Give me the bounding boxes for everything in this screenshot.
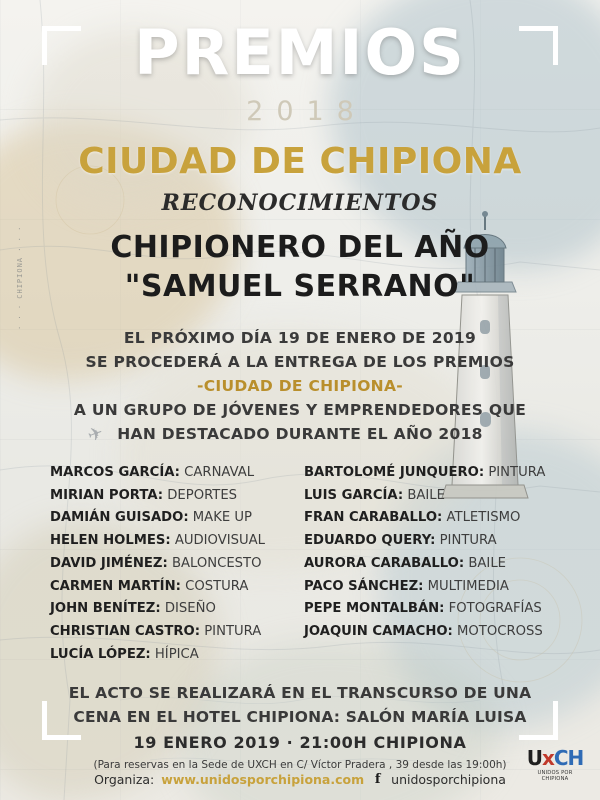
footer-organiza-label: Organiza: bbox=[94, 771, 155, 787]
award-category: PINTURA bbox=[439, 533, 497, 549]
award-category: PINTURA bbox=[488, 465, 546, 481]
award-item bbox=[50, 485, 296, 508]
award-item bbox=[304, 530, 550, 553]
poster-subtitle: CIUDAD DE CHIPIONA bbox=[78, 141, 522, 182]
award-item bbox=[50, 530, 296, 553]
award-item bbox=[304, 507, 550, 530]
award-category: DISEÑO bbox=[164, 601, 216, 617]
award-category: AUDIOVISUAL bbox=[174, 533, 266, 549]
awards-column-left bbox=[50, 462, 296, 666]
facebook-icon[interactable]: f bbox=[374, 771, 381, 787]
award-item bbox=[50, 462, 296, 485]
award-name: DAVID JIMÉNEZ: bbox=[50, 555, 168, 571]
honoree-title: CHIPIONERO DEL AÑO bbox=[110, 230, 490, 265]
award-name: EDUARDO QUERY: bbox=[304, 533, 436, 549]
honoree-name: "SAMUEL SERRANO" bbox=[124, 269, 476, 304]
award-name: MIRIAN PORTA: bbox=[50, 487, 164, 503]
award-category: ATLETISMO bbox=[446, 510, 521, 526]
award-name: LUIS GARCÍA: bbox=[304, 487, 404, 503]
award-item bbox=[50, 621, 296, 644]
logo-letters-ch: CH bbox=[553, 746, 584, 770]
award-name: DAMIÁN GUISADO: bbox=[50, 510, 189, 526]
intro-line-5: HAN DESTACADO DURANTE EL AÑO 2018 bbox=[117, 425, 483, 444]
logo-letter-u: U bbox=[526, 746, 542, 770]
award-item bbox=[304, 621, 550, 644]
footer-bar bbox=[0, 758, 600, 800]
reservations-note: (Para reservas en la Sede de UXCH en C/ Víctor Pradera , 39 desde las 19:00h) bbox=[93, 758, 507, 771]
closing-line-1: EL ACTO SE REALIZARÁ EN EL TRANSCURSO DE UNA bbox=[68, 684, 532, 703]
award-category: DEPORTES bbox=[167, 487, 238, 503]
award-name: JOHN BENÍTEZ: bbox=[50, 601, 161, 617]
award-item bbox=[304, 485, 550, 508]
intro-line-4: A UN GRUPO DE JÓVENES Y EMPRENDEDORES QUE bbox=[73, 401, 527, 420]
award-item bbox=[50, 644, 296, 667]
award-category: PINTURA bbox=[204, 624, 262, 639]
logo-sub-line-1: UNIDOS POR bbox=[537, 770, 573, 776]
closing-line-2: CENA EN EL HOTEL CHIPIONA: SALÓN MARÍA LUISA bbox=[73, 707, 527, 726]
award-name: MARCOS GARCÍA: bbox=[50, 465, 180, 481]
award-category: BAILE bbox=[407, 487, 445, 503]
intro-line-1: EL PRÓXIMO DÍA 19 DE ENERO DE 2019 bbox=[123, 329, 477, 347]
award-item bbox=[50, 598, 296, 621]
award-name: HELEN HOLMES: bbox=[50, 533, 171, 549]
logo-letter-x: x bbox=[541, 746, 554, 770]
award-name: PEPE MONTALBÁN: bbox=[304, 601, 445, 617]
award-name: BARTOLOMÉ JUNQUERO: bbox=[304, 465, 485, 481]
award-name: CARMEN MARTÍN: bbox=[50, 578, 181, 594]
award-category: CARNAVAL bbox=[184, 465, 255, 481]
awards-column-right bbox=[304, 462, 550, 666]
award-category: MAKE UP bbox=[192, 510, 252, 526]
logo-sub-line-2: CHIPIONA bbox=[541, 775, 569, 782]
award-category: FOTOGRAFÍAS bbox=[448, 601, 542, 617]
award-item bbox=[50, 553, 296, 576]
award-category: BALONCESTO bbox=[171, 555, 262, 571]
award-name: FRAN CARABALLO: bbox=[304, 510, 443, 526]
award-category: HÍPICA bbox=[154, 646, 199, 662]
award-category: BAILE bbox=[468, 555, 506, 571]
section-label-reconocimientos: RECONOCIMIENTOS bbox=[161, 190, 439, 216]
uxch-logo-mark bbox=[524, 748, 586, 768]
intro-line-3: -CIUDAD DE CHIPIONA- bbox=[197, 377, 403, 396]
award-item bbox=[304, 598, 550, 621]
footer-website-link[interactable]: www.unidosporchipiona.com bbox=[161, 771, 365, 787]
footer-facebook-handle[interactable]: unidosporchipiona bbox=[391, 771, 506, 787]
event-datetime: 19 ENERO 2019 · 21:00H CHIPIONA bbox=[133, 732, 467, 752]
poster-year: 2018 bbox=[246, 96, 367, 127]
closing-paragraph bbox=[50, 682, 550, 729]
map-margin-code: · · · CHIPIONA · · · bbox=[16, 225, 24, 330]
award-category: MULTIMEDIA bbox=[427, 578, 509, 594]
awards-list bbox=[50, 462, 550, 666]
award-name: AURORA CARABALLO: bbox=[304, 555, 465, 571]
award-name: PACO SÁNCHEZ: bbox=[304, 578, 424, 594]
award-item bbox=[304, 553, 550, 576]
award-category: COSTURA bbox=[185, 578, 249, 594]
award-name: CHRISTIAN CASTRO: bbox=[50, 624, 201, 639]
poster-title: PREMIOS bbox=[134, 16, 466, 89]
award-category: MOTOCROSS bbox=[457, 624, 543, 639]
award-item bbox=[304, 576, 550, 599]
uxch-logo-subtitle bbox=[524, 771, 586, 783]
award-item bbox=[50, 576, 296, 599]
award-name: LUCÍA LÓPEZ: bbox=[50, 646, 151, 662]
uxch-logo bbox=[524, 748, 586, 794]
airplane-decoration: ✈ bbox=[84, 422, 106, 447]
award-item bbox=[304, 462, 550, 485]
intro-line-2: SE PROCEDERÁ A LA ENTREGA DE LOS PREMIOS bbox=[85, 353, 515, 372]
intro-paragraph bbox=[65, 326, 535, 446]
award-name: JOAQUIN CAMACHO: bbox=[304, 624, 453, 639]
award-item bbox=[50, 507, 296, 530]
